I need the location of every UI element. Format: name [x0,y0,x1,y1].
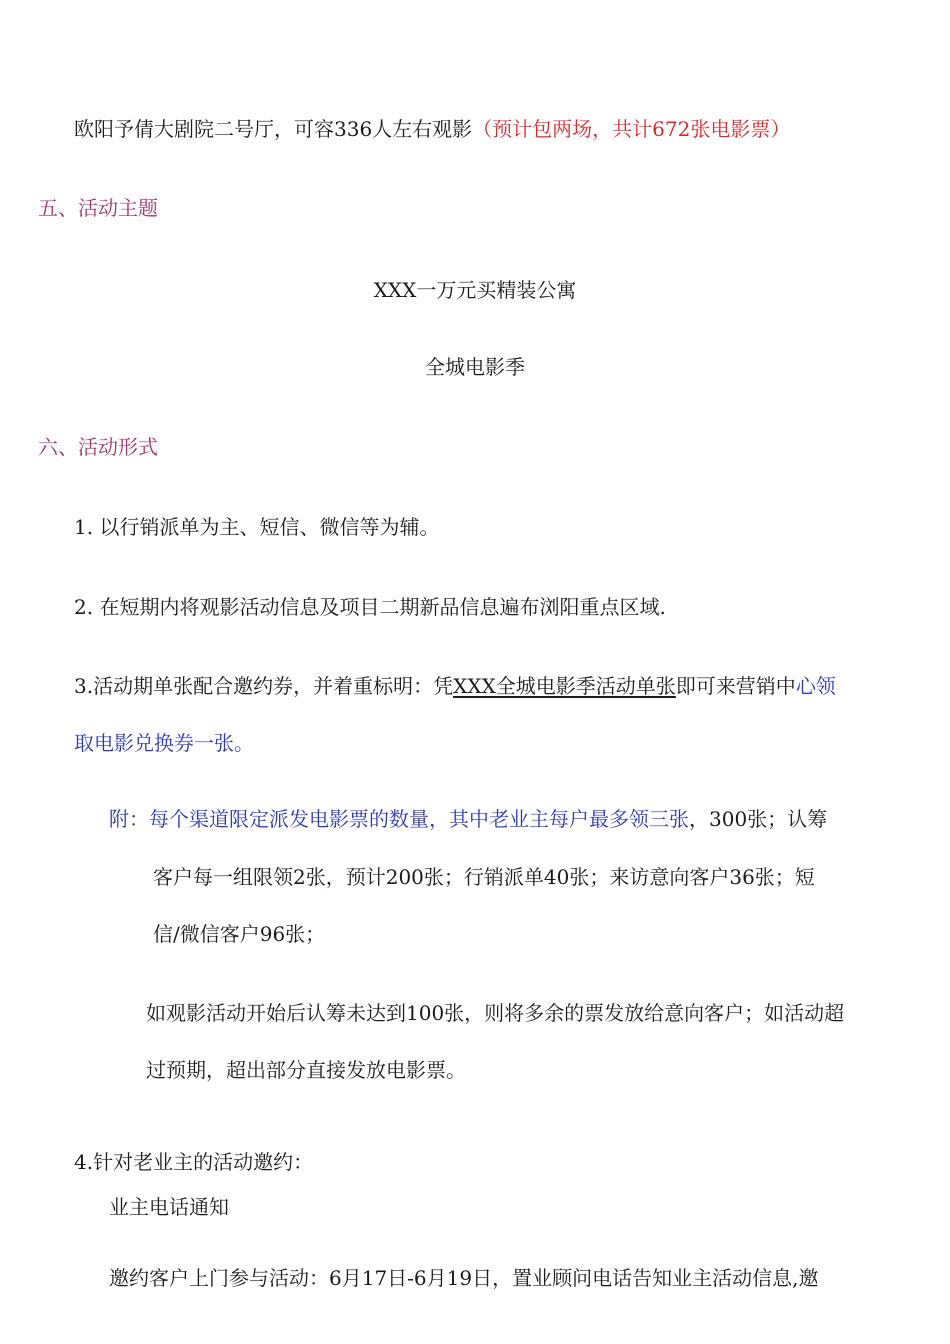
list-item-1: 1. 以行销派单为主、短信、微信等为辅。 [74,515,440,539]
theme-line-2: 全城电影季 [425,355,525,379]
appendix-line-1 [109,805,827,833]
sub-heading-phone: 业主电话通知 [109,1195,229,1219]
list-item-3-cont: 取电影兑换券一张。 [74,731,254,755]
appendix-line-2: 客户每一组限领2张，预计200张；行销派单40张；来访意向客户36张；短 [153,865,815,889]
paragraph-line-2: 过预期，超出部分直接发放电影票。 [146,1058,466,1082]
appendix-line-3: 信/微信客户96张； [153,922,326,946]
paragraph-line-1: 如观影活动开始后认筹未达到100张，则将多余的票发放给意向客户；如活动超 [146,1001,845,1025]
theme-line-1: XXX一万元买精装公寓 [373,278,577,302]
item3-part-c: 即可来营销中 [675,674,796,698]
list-item-2: 2. 在短期内将观影活动信息及项目二期新品信息遍布浏阳重点区域. [74,595,666,619]
item3-part-d: 心领 [795,674,836,698]
appendix-highlight: 附：每个渠道限定派发电影票的数量，其中老业主每户最多领三张 [109,807,689,831]
item3-underlined: XXX全城电影季活动单张 [453,674,676,698]
paragraph-venue [74,115,790,143]
venue-note: （预计包两场，共计672张电影票） [472,117,791,141]
section-heading-theme: 五、活动主题 [38,196,158,220]
section-heading-format: 六、活动形式 [38,435,158,459]
appendix-rest: ，300张；认筹 [689,807,828,831]
invite-line: 邀约客户上门参与活动：6月17日-6月19日，置业顾问电话告知业主活动信息,邀 [109,1266,819,1290]
list-item-4: 4.针对老业主的活动邀约： [74,1150,314,1174]
venue-text: 欧阳予倩大剧院二号厅，可容336人左右观影 [74,117,473,141]
item3-part-a: 3.活动期单张配合邀约券，并着重标明：凭 [74,674,454,698]
list-item-3 [74,672,836,700]
